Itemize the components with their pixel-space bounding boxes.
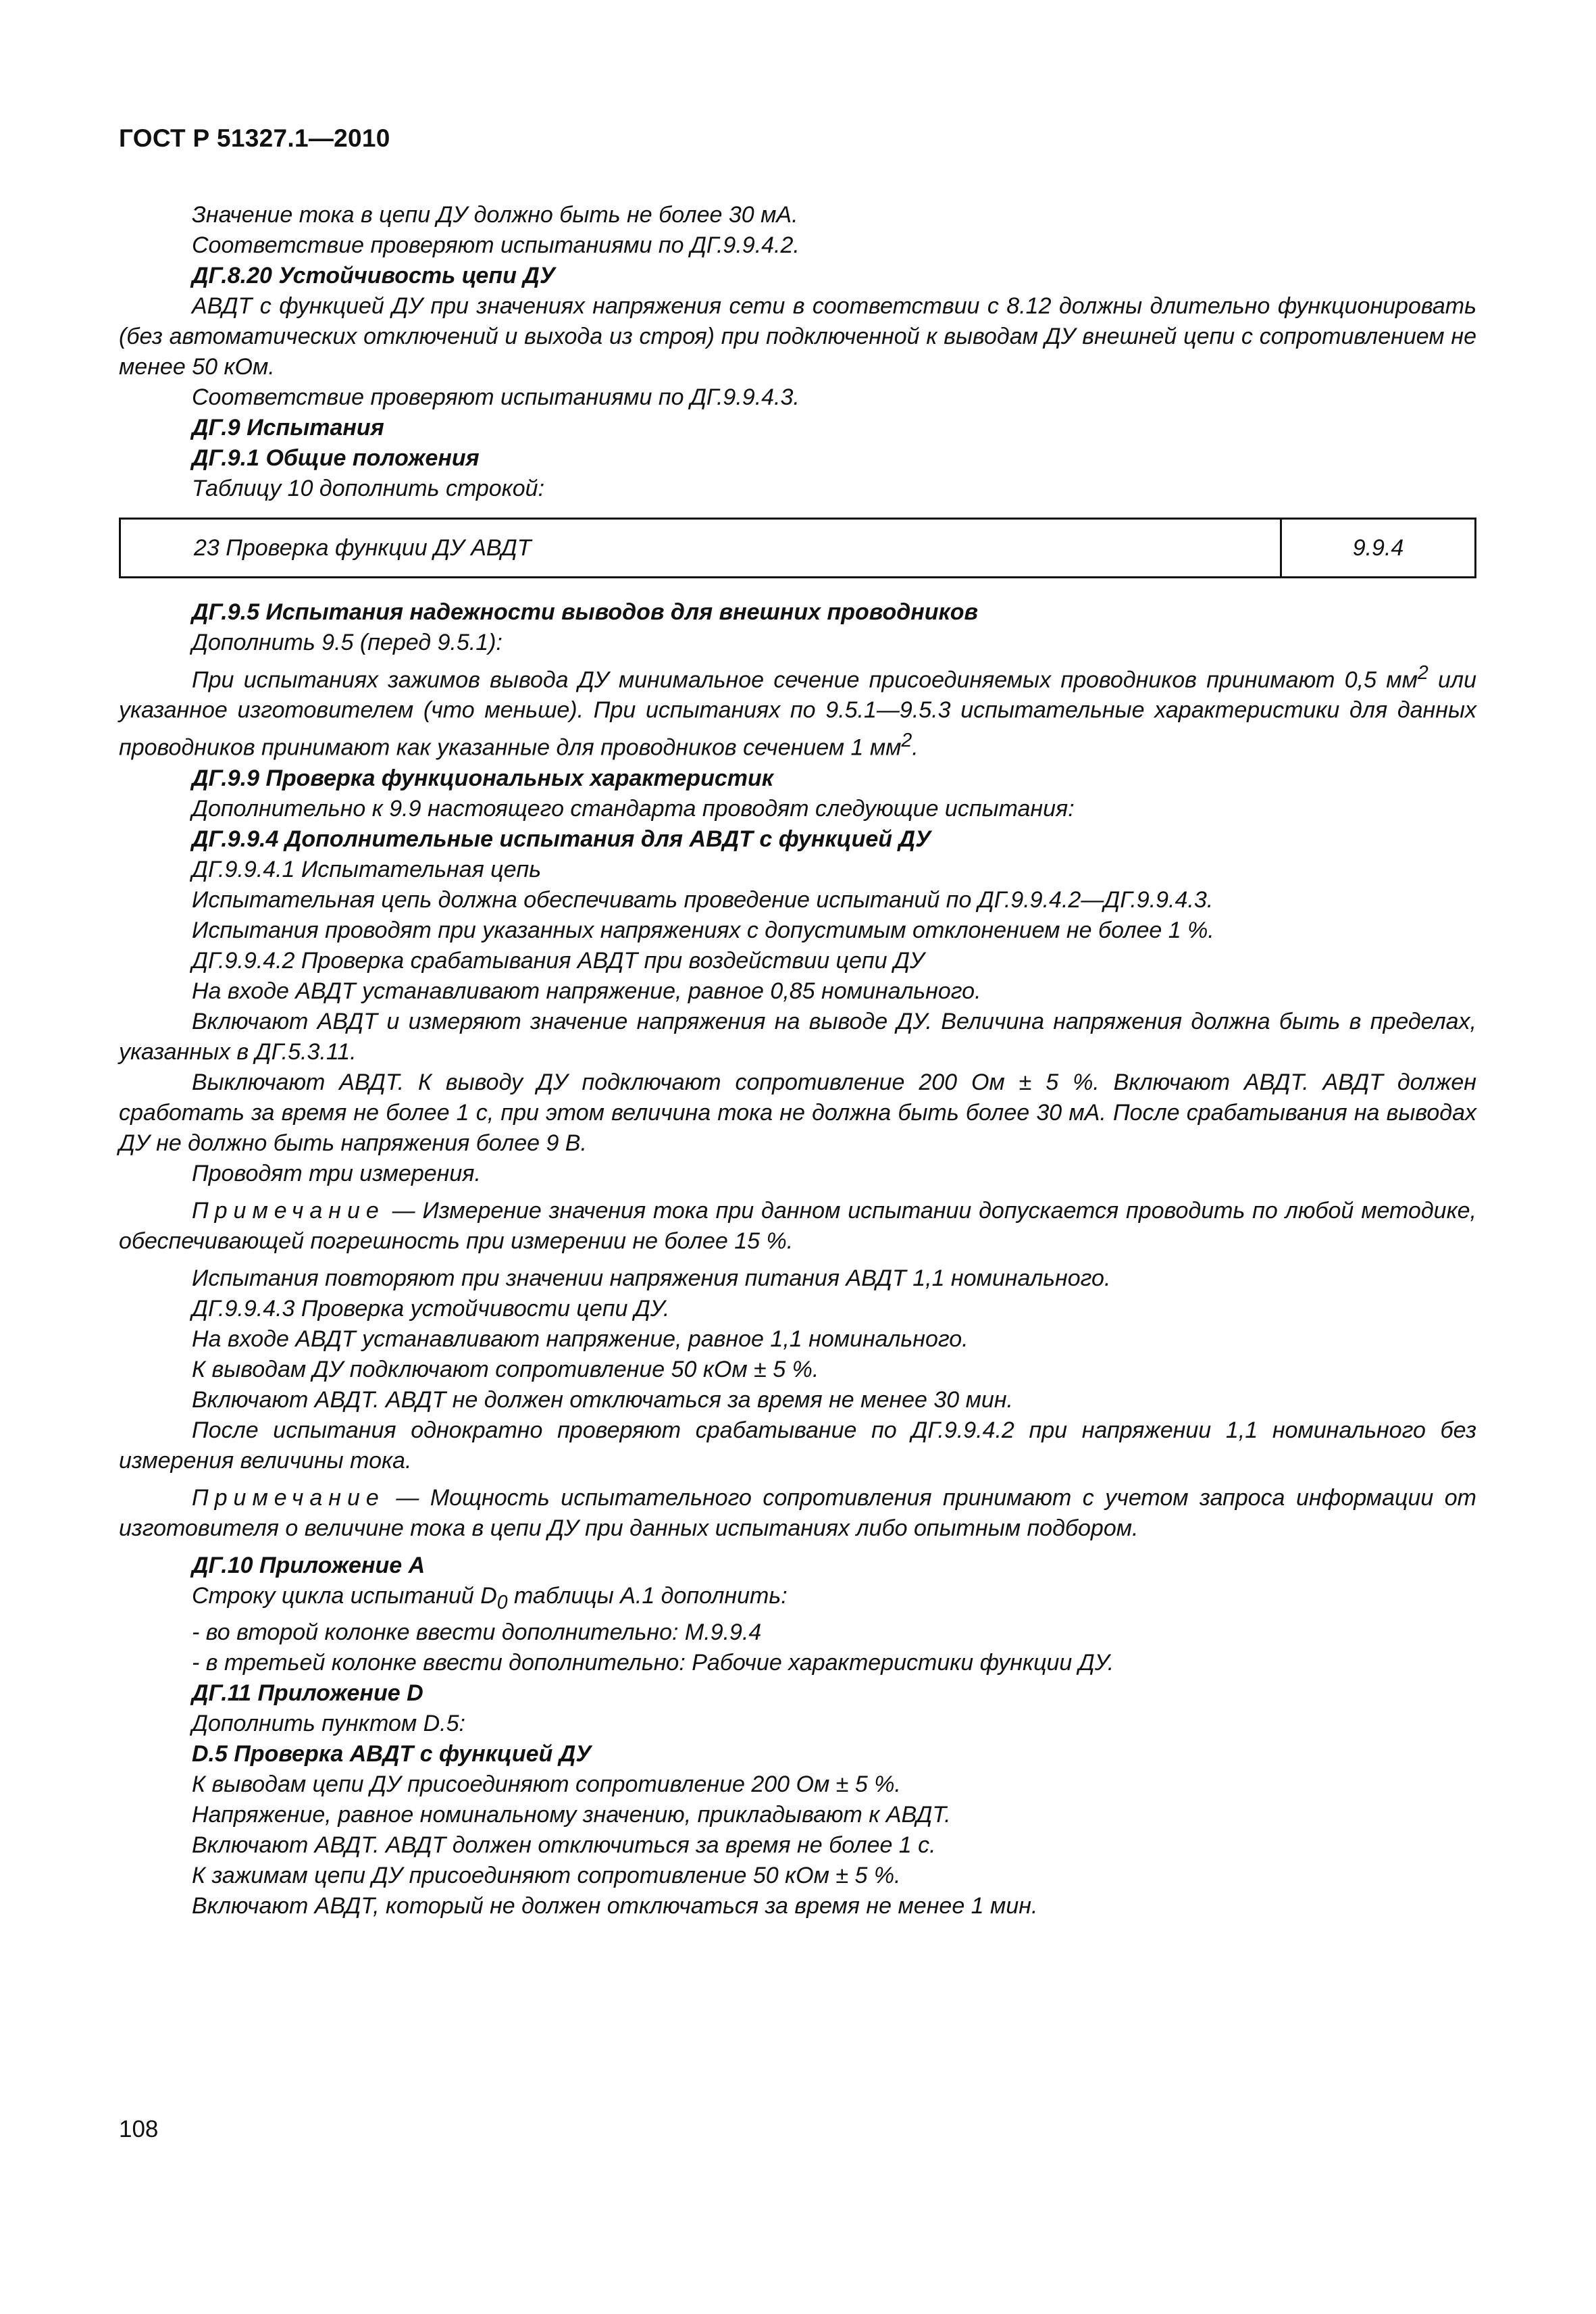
paragraph: ДГ.9.9.4.2 Проверка срабатывания АВДТ при воздействии цепи ДУ — [192, 947, 925, 974]
paragraph: Испытательная цепь должна обеспечивать проведение испытаний по ДГ.9.9.4.2—ДГ.9.9.4.3. — [192, 886, 1214, 913]
document-body — [119, 200, 1476, 1921]
text-run: Строку цикла испытаний D — [192, 1582, 497, 1609]
paragraph: Значение тока в цепи ДУ должно быть не более 30 мА. — [192, 202, 798, 228]
paragraph: Включают АВДТ, который не должен отключаться за время не менее 1 мин. — [192, 1893, 1038, 1919]
table-cell-item: 23 Проверка функции ДУ АВДТ — [194, 534, 532, 561]
paragraph: Дополнить пунктом D.5: — [192, 1711, 465, 1737]
note — [119, 1196, 1476, 1257]
text-run: таблицы А.1 дополнить: — [507, 1582, 788, 1609]
table-10-addition — [119, 518, 1476, 578]
paragraph: - во второй колонке ввести дополнительно: М.9.9.4 — [192, 1619, 762, 1646]
paragraph: К зажимам цепи ДУ присоединяют сопротивление 50 кОм ± 5 %. — [192, 1863, 901, 1889]
note-text: — Мощность испытательного сопротивления принимают с учетом запроса информации от изготовителя о величине тока в цепи ДУ при данных испытаниях либо опытным подбором. — [119, 1484, 1476, 1541]
section-heading-dg-8-20: ДГ.8.20 Устойчивость цепи ДУ — [192, 263, 555, 288]
paragraph: Дополнительно к 9.9 настоящего стандарта проводят следующие испытания: — [192, 795, 1075, 822]
paragraph: Включают АВДТ. АВДТ должен отключиться за время не более 1 с. — [192, 1832, 936, 1859]
table-row — [120, 519, 1476, 578]
superscript: 2 — [901, 730, 912, 752]
paragraph: К выводам цепи ДУ присоединяют сопротивление 200 Ом ± 5 %. — [192, 1771, 901, 1798]
paragraph: Испытания проводят при указанных напряжениях с допустимым отклонением не более 1 %. — [192, 917, 1214, 943]
paragraph: Соответствие проверяют испытаниями по ДГ.9.9.4.3. — [192, 384, 800, 410]
text-run: или указанное изготовителем (что меньше). При испытаниях по 9.5.1—9.5.3 испытательные характеристики для данных проводников принимают как указанные для проводников сечением 1 мм — [119, 667, 1476, 761]
paragraph: На входе АВДТ устанавливают напряжение, равное 0,85 номинального. — [192, 978, 981, 1004]
paragraph: Выключают АВДТ. К выводу ДУ подключают сопротивление 200 Ом ± 5 %. Включают АВДТ. АВДТ должен сработать за время не более 1 с, при этом величина тока не должна быть более 30 мА. После срабатывания на выводах ДУ не должно быть напряжения более 9 В. — [119, 1069, 1476, 1156]
paragraph: После испытания однократно проверяют срабатывание по ДГ.9.9.4.2 при напряжении 1,1 номинального без измерения величины тока. — [119, 1417, 1476, 1474]
note — [119, 1483, 1476, 1544]
note-text: — Измерение значения тока при данном испытании допускается проводить по любой методике, обеспечивающей погрешность при измерении не более 15 %. — [119, 1197, 1476, 1254]
subscript: 0 — [496, 1591, 508, 1613]
section-heading-dg-11: ДГ.11 Приложение D — [192, 1680, 423, 1707]
document-header: ГОСТ Р 51327.1—2010 — [119, 124, 390, 152]
paragraph: Проводят три измерения. — [192, 1160, 481, 1186]
paragraph: Включают АВДТ. АВДТ не должен отключаться за время не менее 30 мин. — [192, 1386, 1013, 1413]
text-run: При испытаниях зажимов вывода ДУ минимальное сечение присоединяемых проводников принимают 0,5 мм — [192, 667, 1418, 693]
paragraph — [119, 1581, 1476, 1618]
text-run: . — [912, 734, 919, 761]
section-heading-dg-9-9: ДГ.9.9 Проверка функциональных характеристик — [192, 765, 773, 791]
section-heading-dg-9: ДГ.9 Испытания — [192, 415, 384, 441]
section-heading-dg-10: ДГ.10 Приложение А — [192, 1552, 426, 1578]
paragraph: Испытания повторяют при значении напряжения питания АВДТ 1,1 номинального. — [192, 1265, 1111, 1291]
section-heading-dg-9-9-4: ДГ.9.9.4 Дополнительные испытания для АВДТ с функцией ДУ — [192, 826, 931, 852]
section-heading-d-5: D.5 Проверка АВДТ с функцией ДУ — [192, 1741, 592, 1767]
paragraph: На входе АВДТ устанавливают напряжение, равное 1,1 номинального. — [192, 1326, 969, 1352]
paragraph: - в третьей колонке ввести дополнительно: Рабочие характеристики функции ДУ. — [192, 1650, 1114, 1676]
paragraph: Включают АВДТ и измеряют значение напряжения на выводе ДУ. Величина напряжения должна быть в пределах, указанных в ДГ.5.3.11. — [119, 1008, 1476, 1065]
table-cell-reference: 9.9.4 — [1281, 519, 1476, 578]
paragraph: Соответствие проверяют испытаниями по ДГ.9.9.4.2. — [192, 232, 800, 258]
paragraph: ДГ.9.9.4.3 Проверка устойчивости цепи ДУ. — [192, 1295, 670, 1322]
section-heading-dg-9-5: ДГ.9.5 Испытания надежности выводов для внешних проводников — [192, 599, 979, 625]
superscript: 2 — [1417, 662, 1428, 684]
section-heading-dg-9-1: ДГ.9.1 Общие положения — [192, 445, 480, 471]
paragraph: АВДТ с функцией ДУ при значениях напряжения сети в соответствии с 8.12 должны длительно функционировать (без автоматических отключений и выхода из строя) при подключенной к выводам ДУ внешней цепи с сопротивлением не менее 50 кОм. — [119, 293, 1476, 380]
paragraph: Напряжение, равное номинальному значению, прикладывают к АВДТ. — [192, 1802, 951, 1828]
paragraph: Таблицу 10 дополнить строкой: — [192, 476, 545, 501]
page-number: 108 — [119, 2116, 159, 2142]
paragraph — [119, 658, 1476, 763]
note-label: Примечание — [192, 1197, 385, 1224]
note-label: Примечание — [192, 1484, 385, 1511]
paragraph: Дополнить 9.5 (перед 9.5.1): — [192, 630, 503, 655]
paragraph: К выводам ДУ подключают сопротивление 50 кОм ± 5 %. — [192, 1356, 819, 1382]
paragraph: ДГ.9.9.4.1 Испытательная цепь — [192, 856, 542, 882]
